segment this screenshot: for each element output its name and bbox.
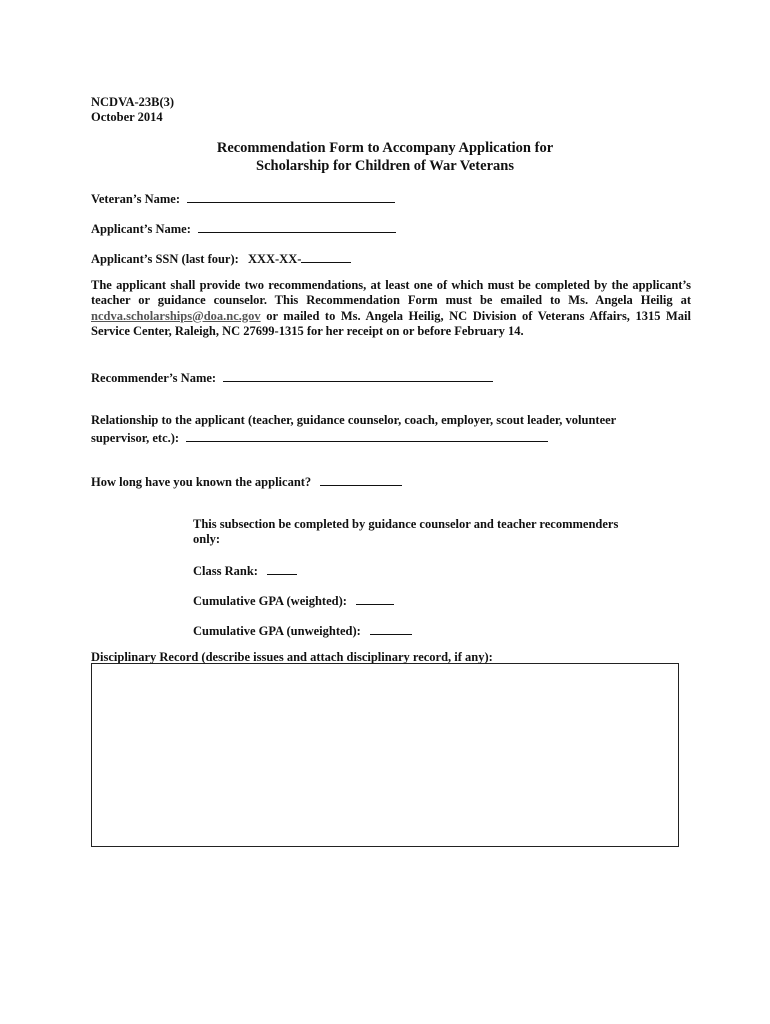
applicant-name-field[interactable]: [198, 220, 396, 233]
class-rank-field[interactable]: [267, 562, 297, 575]
ssn-prefix: XXX-XX-: [247, 252, 302, 266]
gpa-unweighted-label: Cumulative GPA (unweighted):: [193, 624, 361, 638]
form-code: NCDVA-23B(3): [91, 95, 175, 109]
form-title-line2: Scholarship for Children of War Veterans: [256, 158, 514, 174]
recommender-name-row: [91, 369, 493, 386]
recommender-name-label: Recommender’s Name:: [91, 371, 217, 385]
gpa-weighted-label: Cumulative GPA (weighted):: [193, 594, 347, 608]
instructions-part2: or mailed to Ms. Angela Heilig, NC Division of Veterans Affairs, 1315 Mail Service Center, Raleigh, NC 27699-1315 for her receipt on or before February 14.: [91, 308, 691, 338]
subsection-note-line2: only:: [193, 532, 221, 546]
applicant-name-row: [91, 220, 396, 237]
ssn-label: Applicant’s SSN (last four):: [91, 252, 239, 266]
relationship-row: [91, 429, 548, 446]
email-link[interactable]: ncdva.scholarships@doa.nc.gov: [91, 308, 261, 323]
veteran-name-field[interactable]: [187, 190, 395, 203]
known-field[interactable]: [320, 473, 402, 486]
form-title-line1: Recommendation Form to Accompany Application for: [216, 140, 554, 156]
veteran-name-label: Veteran’s Name:: [91, 192, 180, 206]
disciplinary-record-box[interactable]: [91, 663, 679, 847]
class-rank-label: Class Rank:: [193, 564, 258, 578]
class-rank-row: [193, 562, 297, 579]
disciplinary-label: Disciplinary Record (describe issues and attach disciplinary record, if any):: [91, 650, 493, 664]
known-row: [91, 473, 402, 490]
gpa-unweighted-field[interactable]: [370, 622, 412, 635]
form-date: October 2014: [91, 110, 163, 124]
relationship-field[interactable]: [186, 429, 548, 442]
ssn-field[interactable]: [301, 250, 351, 263]
recommender-name-field[interactable]: [223, 369, 493, 382]
subsection-note-line1: This subsection be completed by guidance counselor and teacher recommenders: [193, 517, 619, 531]
gpa-unweighted-row: [193, 622, 412, 639]
instructions-paragraph: [91, 278, 691, 339]
relationship-label-line1: Relationship to the applicant (teacher, guidance counselor, coach, employer, scout leader, volunteer: [91, 413, 617, 427]
ssn-row: [91, 250, 351, 267]
known-label: How long have you known the applicant?: [91, 475, 312, 489]
applicant-name-label: Applicant’s Name:: [91, 222, 191, 236]
veteran-name-row: [91, 190, 395, 207]
gpa-weighted-row: [193, 592, 394, 609]
relationship-label-line2: supervisor, etc.):: [91, 431, 180, 445]
gpa-weighted-field[interactable]: [356, 592, 394, 605]
instructions-part1: The applicant shall provide two recommendations, at least one of which must be completed by the applicant’s teacher or guidance counselor. This Recommendation Form must be emailed to Ms. Angela Heilig at: [91, 278, 691, 308]
